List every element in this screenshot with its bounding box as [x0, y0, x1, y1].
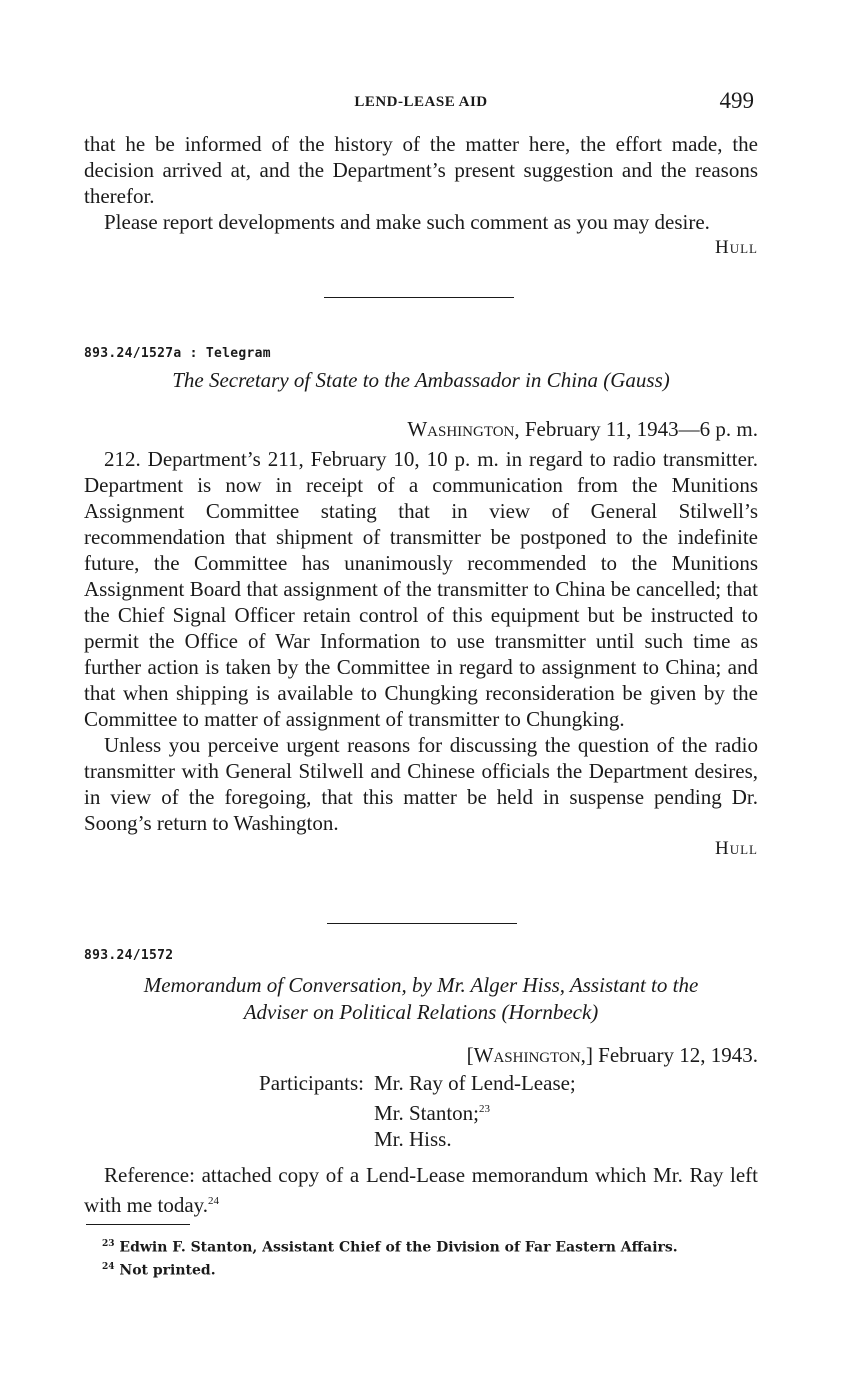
continuation-paragraph: Please report developments and make such comment as you may desire. [104, 210, 710, 234]
signature: Hull [715, 237, 758, 258]
participant: Mr. Hiss. [374, 1127, 452, 1151]
reference-paragraph: Reference: attached copy of a Lend-Lease memorandum which Mr. Ray left with me today.$^{24}$ [84, 1163, 758, 1217]
file-number: 893.24/1572 [84, 948, 174, 963]
dateline [84, 1043, 758, 1068]
footnote-rule [86, 1224, 190, 1225]
dateline-date: February 11, 1943—6 p. m. [519, 417, 758, 441]
section-divider [324, 297, 514, 298]
document-title: Memorandum of Conversation, by Mr. Alger Hiss, Assistant to the [143, 973, 699, 997]
participant: Mr. Ray of Lend-Lease; [374, 1071, 576, 1095]
section-divider [327, 923, 517, 924]
telegram-paragraph: 212. Department’s 211, February 10, 10 p. m. in regard to radio transmitter. Department is now in receipt of a communication from the Munitions Assignment Committee stating that in view of General Stilwell’s recommendation that shipment of transmitter be postponed to the indefinite future, the Committee has unanimously recommended to the Munitions Assignment Board that assignment of the transmitter to China be cancelled; that the Chief Signal Officer retain control of this equipment but be instructed to permit the Office of War Information to use transmitter until such time as further action is taken by the Committee in regard to assignment to China; and that when shipping is available to Chungking reconsideration be given by the Committee to matter of assignment of transmitter to Chungking. [84, 447, 758, 731]
footnote-ref: 24 [208, 1195, 220, 1207]
participants-label: Participants: [259, 1071, 364, 1095]
footnote: $^{24}$ Not printed. [102, 1261, 216, 1279]
document-title: Adviser on Political Relations (Hornbeck) [243, 1000, 599, 1024]
running-head: LEND-LEASE AID [354, 94, 488, 110]
dateline-place: Washington, [407, 417, 520, 441]
dateline-date: ] February 12, 1943. [585, 1043, 758, 1067]
dateline [84, 417, 758, 442]
footnotes [84, 1235, 758, 1280]
telegram-paragraph: Unless you perceive urgent reasons for discussing the question of the radio transmitter with General Stilwell and Chinese officials the Department desires, in view of the foregoing, that this matter be held in suspense pending Dr. Soong’s return to Washington. [84, 733, 758, 835]
dateline-place: Washington, [473, 1043, 586, 1067]
continuation-paragraph: that he be informed of the history of the matter here, the effort made, the decision arrived at, and the Department’s present suggestion and the reasons therefor. [84, 132, 758, 208]
dateline-bracket: [ [466, 1043, 474, 1067]
document-memorandum [84, 948, 758, 1218]
page-number: 499 [719, 88, 754, 113]
file-number: 893.24/1527a : Telegram [84, 346, 271, 361]
signature: Hull [715, 838, 758, 859]
document-telegram [84, 346, 758, 860]
continuation-block [84, 131, 758, 259]
participants-list [84, 1070, 758, 1152]
footnote: $^{23}$ Edwin F. Stanton, Assistant Chief of the Division of Far Eastern Affairs. [102, 1239, 678, 1256]
document-title: The Secretary of State to the Ambassador in China (Gauss) [172, 368, 670, 392]
page-header [84, 88, 758, 118]
participant: Mr. Stanton;$^{23}$ [374, 1101, 491, 1125]
footnote-ref: 23 [479, 1103, 491, 1115]
